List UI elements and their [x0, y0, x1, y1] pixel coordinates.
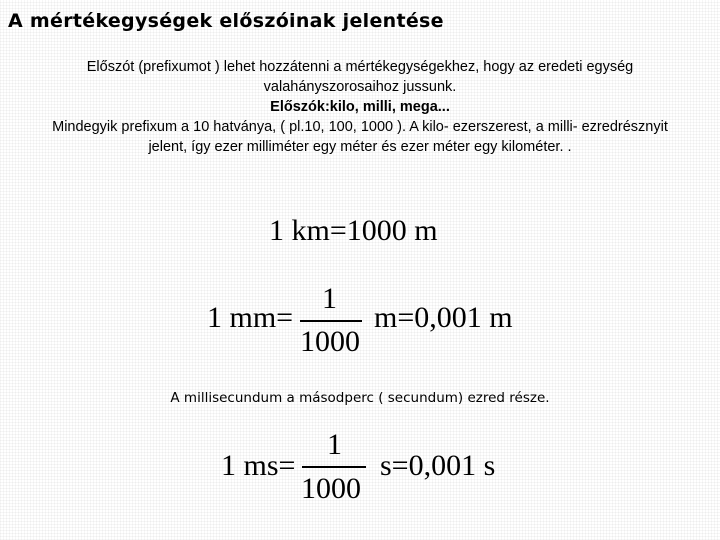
ms-formula-left: 1 ms=	[221, 449, 296, 482]
mm-fraction-bar	[300, 320, 362, 322]
intro-paragraph	[0, 57, 720, 157]
km-formula: 1 km=1000 m	[269, 214, 438, 247]
intro-line-5: jelent, így ezer milliméter egy méter és ezer méter egy kilométer. .	[148, 139, 572, 155]
intro-line-2: valahányszorosaihoz jussunk.	[263, 79, 457, 95]
prefix-list: Előszók:kilo, milli, mega...	[270, 99, 450, 115]
intro-line-4: Mindegyik prefixum a 10 hatványa, ( pl.10, 100, 1000 ). A kilo- ezerszerest, a milli- ezredrésznyit	[52, 119, 668, 135]
ms-fraction-numerator: 1	[327, 428, 342, 461]
ms-formula-right: s=0,001 s	[380, 449, 496, 482]
ms-fraction-bar	[302, 466, 366, 468]
mm-formula-right: m=0,001 m	[374, 301, 513, 334]
intro-line-1: Előszót (prefixumot ) lehet hozzátenni a mértékegységekhez, hogy az eredeti egység	[86, 59, 634, 75]
millisecond-description: A millisecundum a másodperc ( secundum) ezred része.	[170, 390, 550, 406]
mm-fraction-numerator: 1	[322, 282, 337, 315]
slide-title: A mértékegységek előszóinak jelentése	[8, 10, 444, 32]
mm-formula-left: 1 mm=	[207, 301, 294, 334]
mm-fraction-denominator: 1000	[300, 325, 360, 358]
ms-fraction-denominator: 1000	[301, 472, 361, 505]
